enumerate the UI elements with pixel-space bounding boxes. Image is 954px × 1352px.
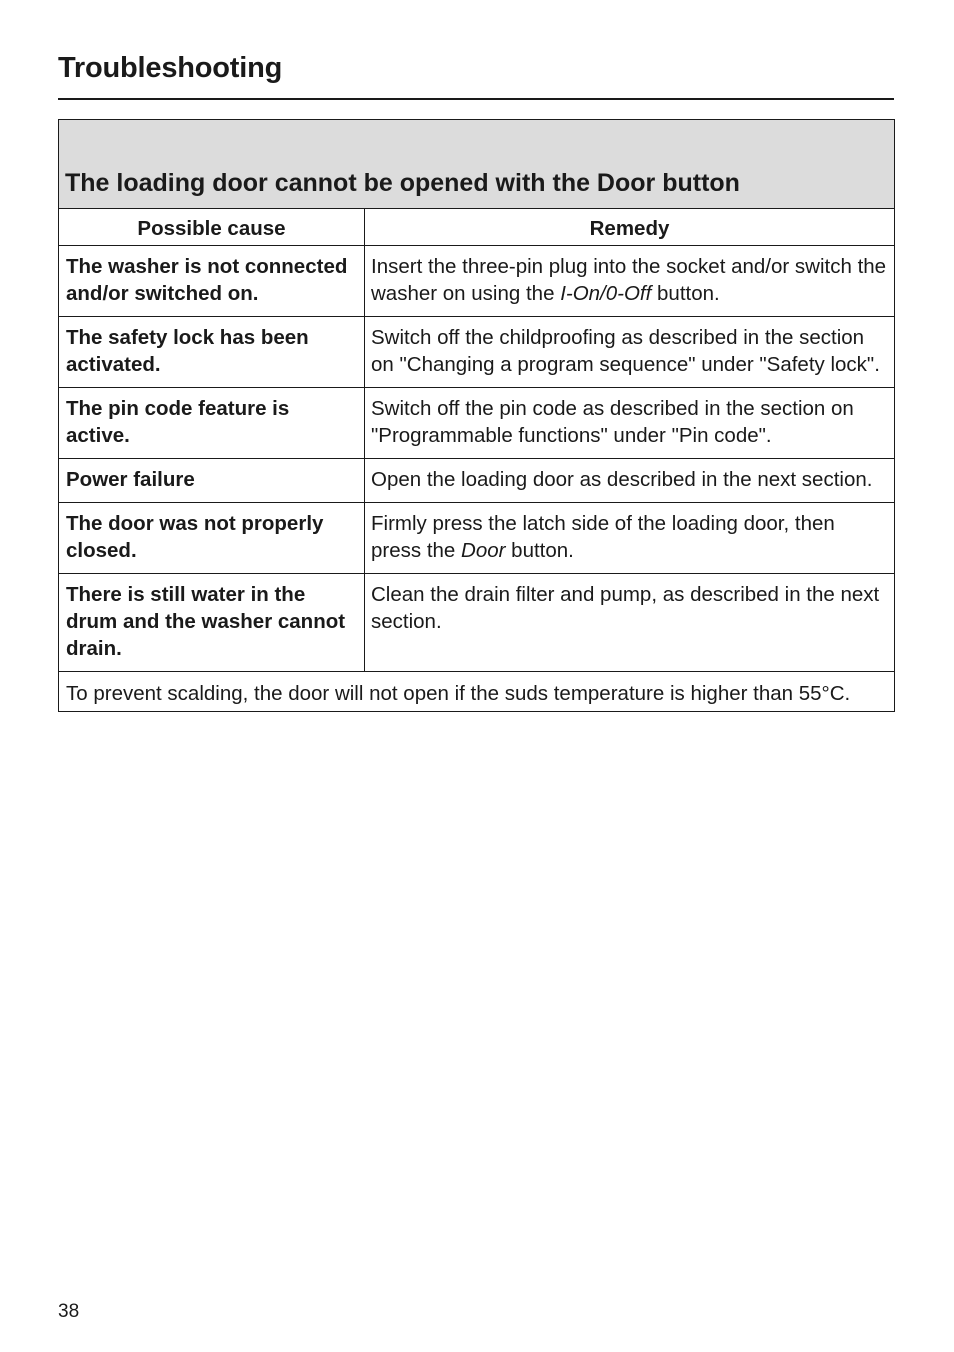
cause-cell: The washer is not connected and/or switched on. — [59, 246, 365, 317]
table-heading-row — [59, 120, 895, 209]
cause-cell: There is still water in the drum and the washer cannot drain. — [59, 574, 365, 672]
remedy-cell — [365, 246, 895, 317]
column-header-cause: Possible cause — [59, 209, 365, 246]
troubleshooting-table — [58, 119, 895, 712]
cause-cell: Power failure — [59, 459, 365, 503]
remedy-cell — [365, 388, 895, 459]
remedy-text: Insert the three-pin plug into the socket and/or switch the washer on using the — [371, 255, 887, 305]
table-body — [59, 246, 895, 672]
remedy-text: Clean the drain filter and pump, as described in the next section. — [371, 583, 880, 633]
remedy-text: Open the loading door as described in the next section. — [371, 468, 873, 491]
table-row — [59, 388, 895, 459]
remedy-emphasis: I-On/0-Off — [560, 282, 652, 305]
scalding-note: To prevent scalding, the door will not open if the suds temperature is higher than 55°C. — [59, 672, 895, 712]
cause-cell: The safety lock has been activated. — [59, 317, 365, 388]
table-row — [59, 317, 895, 388]
remedy-cell — [365, 503, 895, 574]
remedy-text: Switch off the pin code as described in the section on "Programmable functions" under "Pin code". — [371, 397, 854, 447]
table-row — [59, 459, 895, 503]
remedy-text: button. — [651, 282, 720, 305]
remedy-emphasis: Door — [461, 539, 506, 562]
table-row — [59, 246, 895, 317]
remedy-text: button. — [505, 539, 574, 562]
cause-cell: The pin code feature is active. — [59, 388, 365, 459]
column-header-row — [59, 209, 895, 246]
table-row — [59, 503, 895, 574]
remedy-cell — [365, 574, 895, 672]
cause-cell: The door was not properly closed. — [59, 503, 365, 574]
column-header-remedy: Remedy — [365, 209, 895, 246]
section-heading: The loading door cannot be opened with the Door button — [59, 120, 895, 209]
page-number: 38 — [58, 1301, 80, 1322]
note-row — [59, 672, 895, 712]
remedy-text: Firmly press the latch side of the loading door, then press the — [371, 512, 835, 562]
title-divider — [58, 98, 894, 100]
page-title: Troubleshooting — [58, 52, 283, 84]
remedy-cell — [365, 459, 895, 503]
remedy-text: Switch off the childproofing as described in the section on "Changing a program sequence" under "Safety lock". — [371, 326, 880, 376]
table-row — [59, 574, 895, 672]
remedy-cell — [365, 317, 895, 388]
